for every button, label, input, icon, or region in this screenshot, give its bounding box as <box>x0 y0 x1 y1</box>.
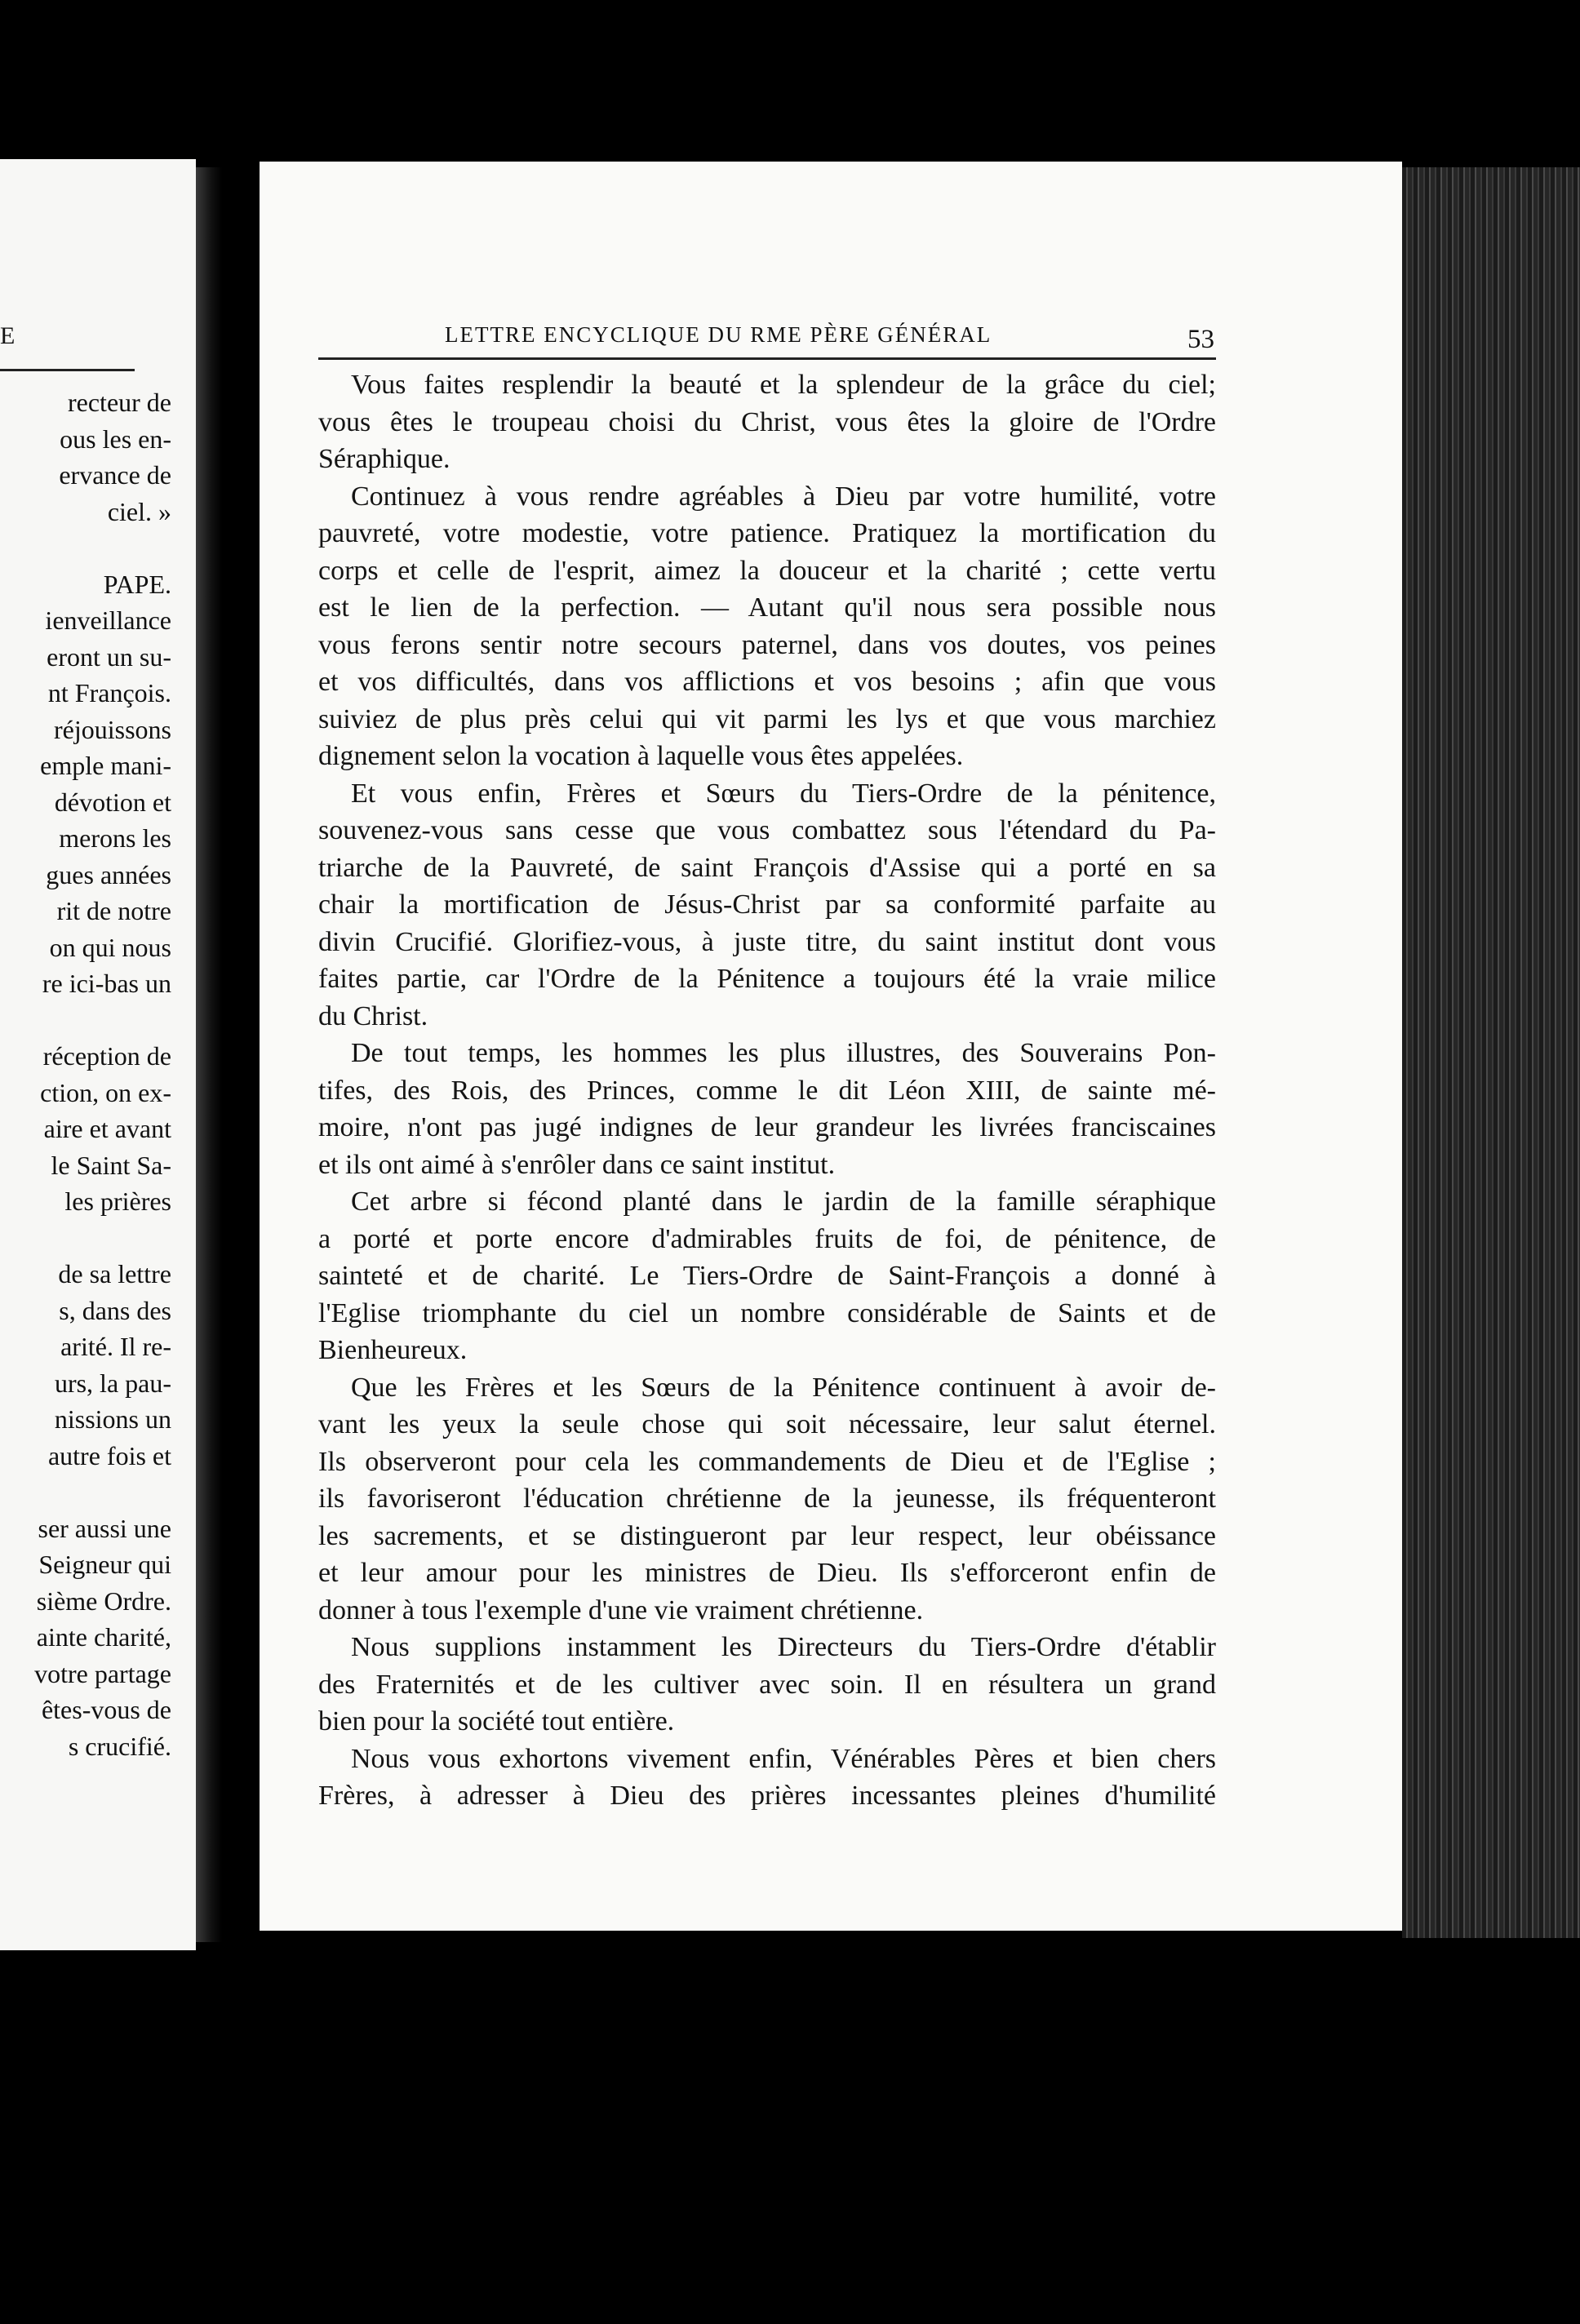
text-line: Frères, à adresser à Dieu des prières incessantes pleines d'humilité <box>318 1781 1216 1811</box>
left-text-line: emple mani- <box>40 751 171 780</box>
left-text-line: autre fois et <box>47 1440 171 1470</box>
left-text-line: de sa lettre <box>58 1259 171 1288</box>
text-line: vant les yeux la seule chose qui soit nécessaire, leur salut éternel. <box>318 1409 1216 1439</box>
left-text-line: recteur de <box>67 388 171 417</box>
left-text-line: rit de notre <box>56 896 171 925</box>
text-line: pauvreté, votre modestie, votre patience. Pratiquez la mortification du <box>318 518 1216 548</box>
text-line: vous ferons sentir notre secours paternel, dans vos doutes, vos peines <box>318 629 1216 660</box>
left-text-line: ciel. » <box>107 496 171 526</box>
text-line: et ils ont aimé à s'enrôler dans ce saint institut. <box>318 1149 836 1180</box>
text-line: corps et celle de l'esprit, aimez la douceur et la charité ; cette vertu <box>318 555 1216 586</box>
text-line: chair la mortification de Jésus-Christ par sa conformité parfaite au <box>318 889 1216 920</box>
text-line: l'Eglise triomphante du ciel un nombre considérable de Saints et de <box>318 1297 1216 1328</box>
head-rule <box>318 357 1216 360</box>
text-line: a porté et porte encore d'admirables fruits de foi, de pénitence, de <box>318 1223 1216 1254</box>
left-text-line: ser aussi une <box>38 1513 171 1543</box>
left-running-head: E <box>0 322 17 349</box>
left-text-line: ous les en- <box>60 424 171 454</box>
text-line: Continuez à vous rendre agréables à Dieu par votre humilité, votre <box>351 481 1216 512</box>
text-line: Ils observeront pour cela les commandements de Dieu et de l'Eglise ; <box>318 1446 1216 1477</box>
left-text-line: réception de <box>42 1041 171 1071</box>
text-line: est le lien de la perfection. — Autant qu'il nous sera possible nous <box>318 592 1216 623</box>
left-text-line: les prières <box>64 1186 171 1216</box>
left-text-line: eront un su- <box>47 641 171 672</box>
left-text-line: gues années <box>46 859 171 889</box>
text-line: Et vous enfin, Frères et Sœurs du Tiers-Ordre de la pénitence, <box>351 778 1216 809</box>
left-text-line: re ici-bas un <box>42 969 171 998</box>
left-text-line: ction, on ex- <box>40 1077 171 1107</box>
left-text-line: urs, la pau- <box>54 1368 171 1398</box>
left-text-line: le Saint Sa- <box>51 1150 171 1180</box>
text-line: faites partie, car l'Ordre de la Pénitence a toujours été la vraie milice <box>318 964 1216 994</box>
text-line: des Fraternités et de les cultiver avec soin. Il en résultera un grand <box>318 1669 1216 1700</box>
left-text-line: Seigneur qui <box>38 1550 171 1579</box>
text-line: souvenez-vous sans cesse que vous combattez sous l'étendard du Pa- <box>318 815 1216 845</box>
left-text-line: ervance de <box>59 460 171 490</box>
left-text-line: nissions un <box>54 1404 171 1434</box>
page-edges <box>1402 167 1580 1938</box>
left-text-line: dévotion et <box>54 787 171 817</box>
page-number: 53 <box>1187 325 1214 354</box>
text-line: dignement selon la vocation à laquelle vous êtes appelées. <box>318 741 964 771</box>
left-text-line: arité. Il re- <box>60 1332 171 1361</box>
left-text-line: on qui nous <box>49 932 171 962</box>
text-line: De tout temps, les hommes les plus illustres, des Souverains Pon- <box>351 1038 1216 1068</box>
left-text-line: s crucifié. <box>68 1731 171 1761</box>
left-text-line: nt François. <box>47 678 171 707</box>
text-line: du Christ. <box>318 1000 428 1031</box>
text-line: moire, n'ont pas jugé indignes de leur grandeur les livrées franciscaines <box>318 1112 1216 1142</box>
text-line: ils favoriseront l'éducation chrétienne de la jeunesse, ils fréquenteront <box>318 1484 1216 1514</box>
left-text-line: aire et avant <box>43 1114 171 1143</box>
book-gutter-shadow <box>196 167 222 1942</box>
text-line: sainteté et de charité. Le Tiers-Ordre de Saint-François a donné à <box>318 1261 1216 1291</box>
text-line: vous êtes le troupeau choisi du Christ, vous êtes la gloire de l'Ordre <box>318 406 1216 437</box>
text-line: et vos difficultés, dans vos afflictions et vos besoins ; afin que vous <box>318 667 1216 697</box>
text-line: suiviez de plus près celui qui vit parmi les lys et que vous marchiez <box>318 703 1216 734</box>
left-text-line: réjouissons <box>54 714 171 744</box>
left-text-line: PAPE. <box>103 569 171 599</box>
text-line: Cet arbre si fécond planté dans le jardin de la famille séraphique <box>351 1186 1216 1217</box>
left-text-line: merons les <box>59 823 171 853</box>
text-line: tifes, des Rois, des Princes, comme le dit Léon XIII, de sainte mé- <box>318 1075 1216 1106</box>
text-line: Nous vous exhortons vivement enfin, Vénérables Pères et bien chers <box>351 1743 1216 1774</box>
left-text-line: sième Ordre. <box>36 1586 171 1616</box>
text-line: triarche de la Pauvreté, de saint François d'Assise qui a porté en sa <box>318 852 1216 883</box>
left-text-line: ienveillance <box>45 605 171 635</box>
text-line: et leur amour pour les ministres de Dieu. Ils s'efforceront enfin de <box>318 1558 1216 1588</box>
text-line: donner à tous l'exemple d'une vie vraiment chrétienne. <box>318 1594 924 1625</box>
left-text-line: votre partage <box>34 1658 171 1688</box>
text-line: Vous faites resplendir la beauté et la splendeur de la grâce du ciel; <box>351 370 1216 400</box>
left-text-line: s, dans des <box>59 1295 171 1325</box>
running-head: LETTRE ENCYCLIQUE DU RME PÈRE GÉNÉRAL <box>445 322 992 347</box>
text-line: Bienheureux. <box>318 1335 468 1365</box>
left-text-line: ainte charité, <box>36 1622 171 1652</box>
text-line: Séraphique. <box>318 444 450 474</box>
left-text-line: êtes-vous de <box>41 1695 171 1724</box>
text-line: Nous supplions instamment les Directeurs du Tiers-Ordre d'établir <box>351 1632 1216 1662</box>
text-line: divin Crucifié. Glorifiez-vous, à juste titre, du saint institut dont vous <box>318 926 1216 957</box>
text-line: bien pour la société tout entière. <box>318 1706 675 1736</box>
text-line: les sacrements, et se distingueront par leur respect, leur obéissance <box>318 1520 1216 1551</box>
left-head-rule <box>0 369 135 371</box>
text-line: Que les Frères et les Sœurs de la Pénitence continuent à avoir de- <box>351 1372 1216 1403</box>
